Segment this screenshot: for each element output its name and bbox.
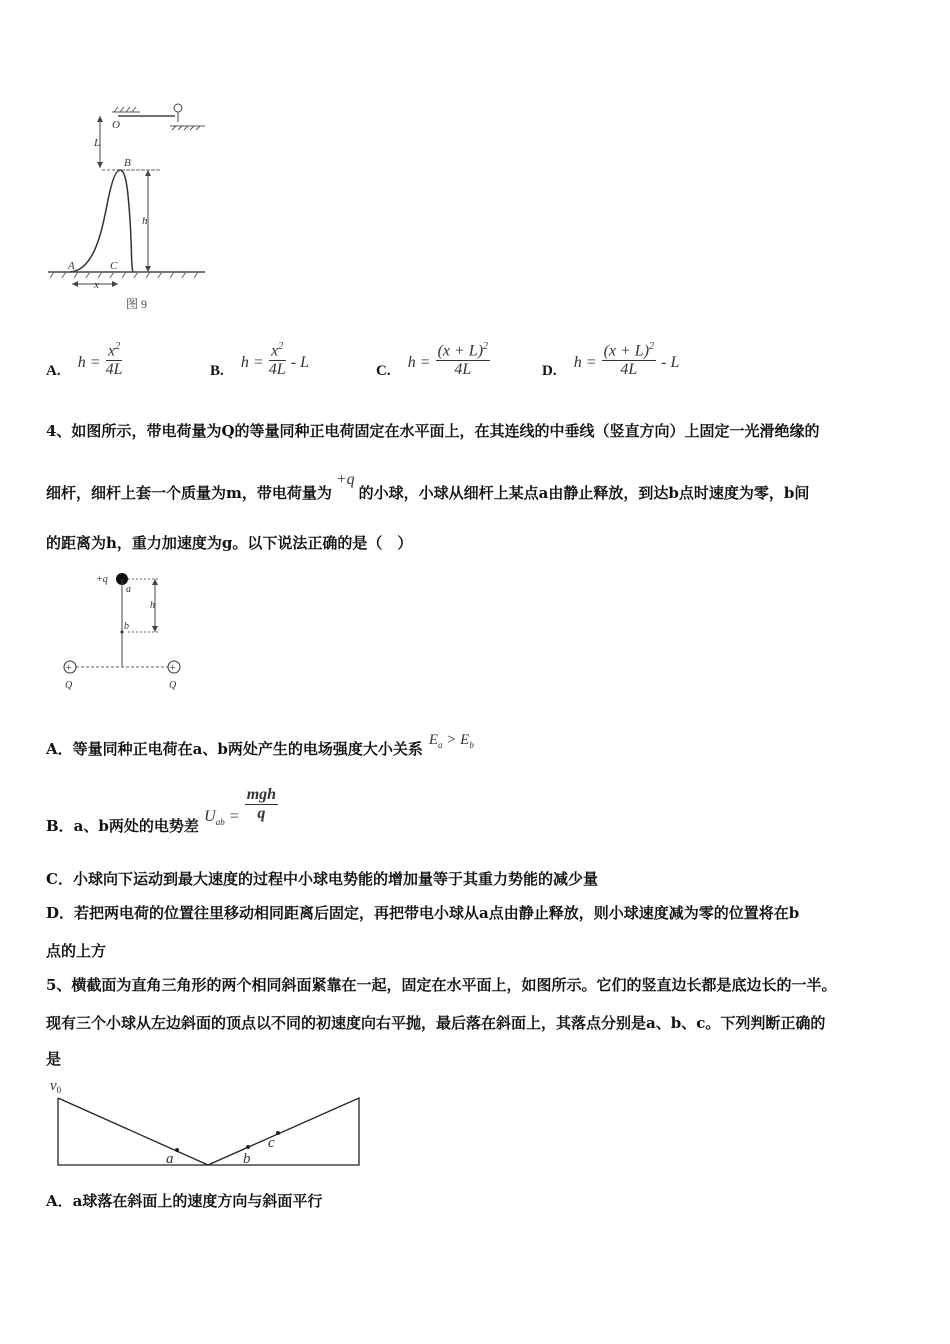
denominator: 4L [268,361,286,379]
option-letter: C. [376,363,391,380]
math-lhs: h = [240,354,264,372]
q3-option-d[interactable] [542,338,679,388]
exponent: 2 [115,341,121,352]
q4-option-a[interactable] [46,732,474,760]
label-h: h [142,215,148,227]
numerator: x [271,342,279,360]
fraction [602,338,656,379]
exponent: 2 [278,341,284,352]
option-letter: B. [210,363,224,380]
math-suffix: - L [290,354,309,372]
option-letter: D. [542,363,557,380]
point-b [246,1145,250,1149]
q4-stem-line3: 的距离为h，重力加速度为g。以下说法正确的是（ ） [46,534,413,552]
label-v0: $v_0$ [50,1078,62,1095]
label-b: b [243,1151,251,1167]
q4-stem-line1: 4、如图所示，带电荷量为Q的等量同种正电荷固定在水平面上，在其连线的中垂线（竖直方向）上固定一光滑绝缘的 [46,422,820,440]
math-lhs: h = [407,354,431,372]
label-plus-q: +q [96,574,108,585]
svg-text:+: + [169,662,176,674]
q4-option-b[interactable] [46,786,278,836]
q4-stem-line2b: 的小球，小球从细杆上某点a由静止释放，到达b点时速度为零，b间 [358,484,810,502]
ceiling-hatch [112,107,140,112]
potential-difference: $U_{ab}$ = [204,807,240,827]
svg-text:+: + [65,662,72,674]
q5-stem-line2: 现有三个小球从左边斜面的顶点以不同的初速度向右平抛，最后落在斜面上，其落点分别是a、b、c。下列判断正确的 [46,1014,826,1032]
label-C: C [110,260,118,272]
field-relation: $E_a > E_b$ [428,732,474,750]
q4-option-b-text: B．a、b两处的电势差 [46,816,199,835]
label-Q-right: Q [169,680,177,691]
q4-stem-line2 [46,471,810,503]
label-x: x [94,279,99,291]
label-b: b [124,621,129,632]
math-lhs: h = [77,354,101,372]
figure-9-diagram [40,100,230,315]
label-Q-left: Q [65,680,73,691]
q3-option-c[interactable] [376,338,490,388]
fraction [106,338,123,379]
exponent: 2 [483,341,489,352]
numerator: x [107,342,116,360]
inclines [58,1098,359,1165]
q5-stem-line1: 5、横截面为直角三角形的两个相同斜面紧靠在一起，固定在水平面上，如图所示。它们的竖直边长都是底边长的一半。 [46,976,837,994]
q3-option-a[interactable] [46,338,122,388]
q5-option-a[interactable]: A．a球落在斜面上的速度方向与斜面平行 [46,1192,323,1210]
point-c [276,1131,280,1135]
q5-stem-line3: 是 [46,1050,62,1068]
label-O: O [112,119,120,131]
numerator: mgh [246,786,277,803]
option-letter: A. [46,363,61,380]
q4-option-d-line2: 点的上方 [46,942,107,960]
denominator: 4L [105,361,123,379]
hill-curve [70,170,133,272]
fraction [269,338,286,379]
q3-option-b[interactable] [210,338,309,388]
q4-option-a-text: A．等量同种正电荷在a、b两处产生的电场强度大小关系 [46,740,423,758]
q4-option-d-line1[interactable]: D．若把两电荷的位置往里移动相同距离后固定，再把带电小球从a点由静止释放，则小球速度减为零的位置将在b [46,904,800,922]
q4-stem-line2a: 细杆，细杆上套一个质量为m，带电荷量为 [46,484,332,502]
q4-option-c[interactable]: C．小球向下运动到最大速度的过程中小球电势能的增加量等于其重力势能的减少量 [46,870,598,888]
point-a [175,1148,179,1152]
charge-symbol: +q [335,471,355,488]
potential-fraction [245,786,278,823]
math-suffix: - L [661,354,680,372]
exponent: 2 [649,341,655,352]
math-lhs: h = [573,354,597,372]
label-h: h [150,600,155,611]
label-a: a [166,1151,174,1167]
label-B: B [124,157,131,169]
label-c: c [268,1135,275,1151]
label-a: a [126,584,131,595]
figure-caption: 图 9 [126,297,148,311]
q4-figure [40,566,200,696]
denominator: q [257,805,266,822]
numerator: (x + L) [437,342,484,360]
denominator: 4L [454,361,472,379]
q5-figure [46,1072,366,1172]
numerator: (x + L) [603,342,650,360]
fraction [436,338,490,379]
denominator: 4L [620,361,638,379]
label-L: L [94,137,101,149]
label-A: A [68,260,75,272]
